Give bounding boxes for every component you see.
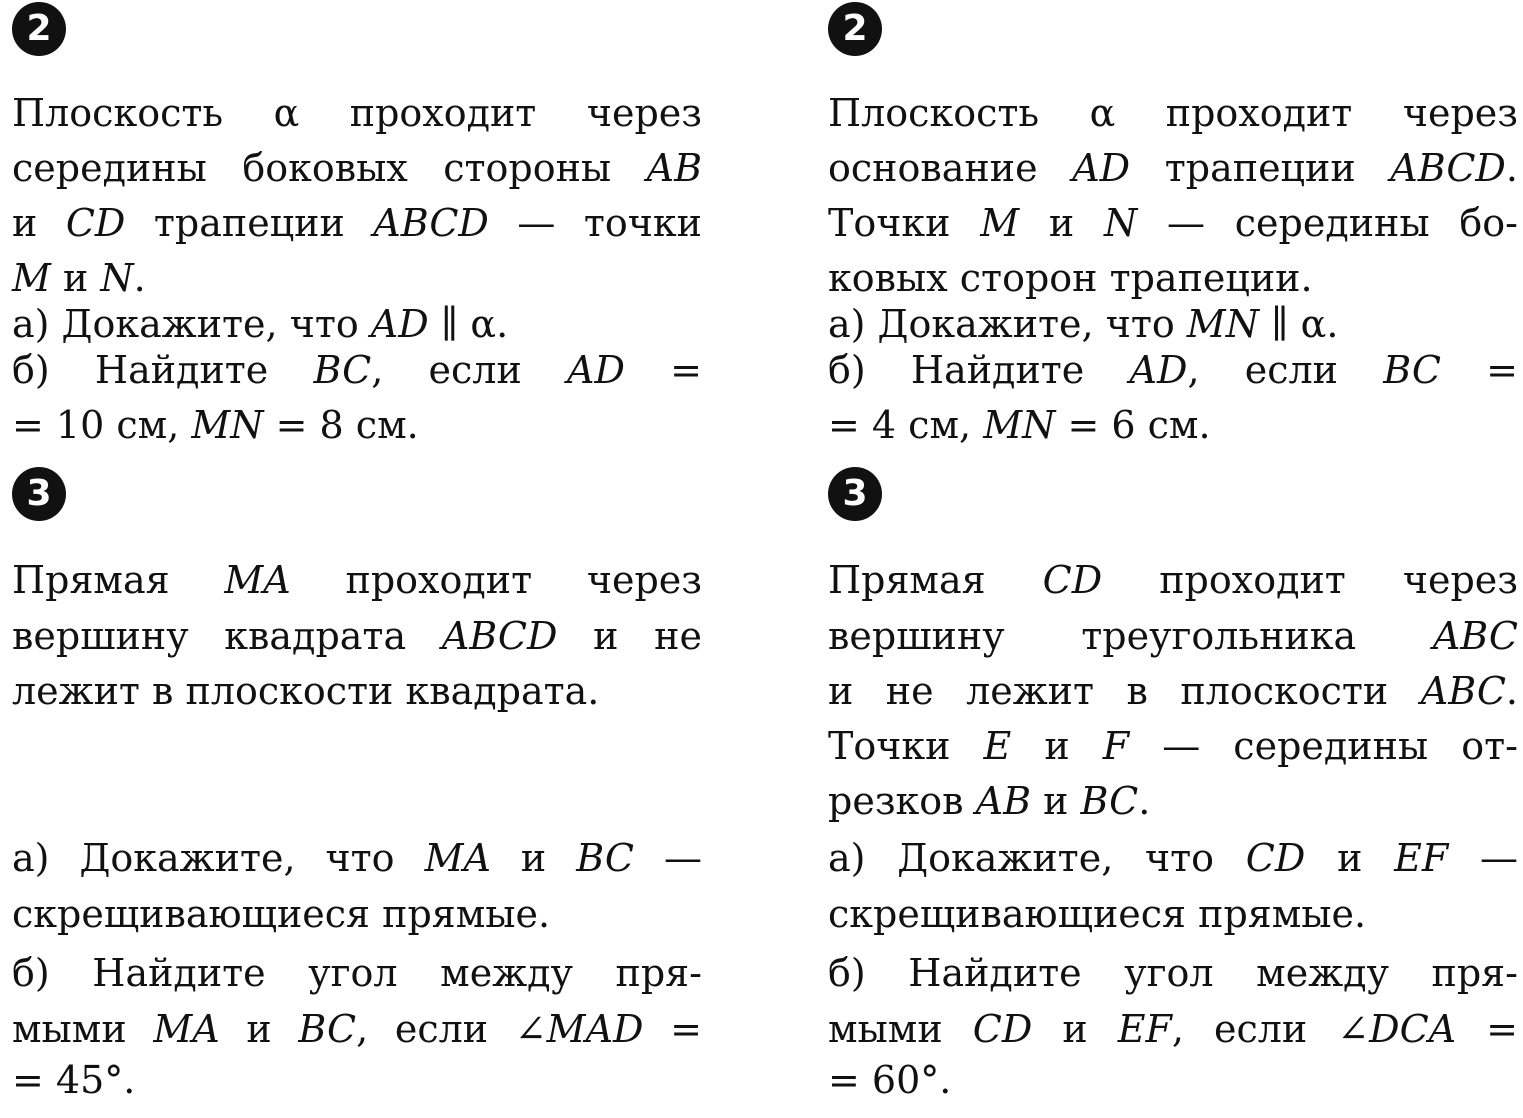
text-line <box>12 886 702 942</box>
text-segment: = <box>1440 348 1519 392</box>
text-segment: б) Найдите угол между пря- <box>828 951 1518 995</box>
text-segment: , если ∠ <box>1171 1007 1370 1051</box>
math-variable: E <box>983 724 1012 768</box>
text-line <box>828 195 1518 251</box>
text-segment: и не лежит в плоскости <box>828 669 1421 713</box>
text-line <box>12 608 702 664</box>
math-variable: ABCD <box>441 614 558 658</box>
text-line <box>828 945 1518 1001</box>
text-segment: а) Докажите, что <box>12 836 425 880</box>
math-variable: ABC <box>1420 669 1506 713</box>
text-line <box>12 85 702 141</box>
text-segment: и <box>1011 724 1103 768</box>
math-variable: M <box>12 256 51 300</box>
text-segment: ковых сторон трапеции. <box>828 256 1313 300</box>
text-segment: вершину треугольника <box>828 614 1433 658</box>
text-segment: и <box>219 1007 299 1051</box>
text-line <box>828 608 1518 664</box>
text-segment: и не <box>557 614 702 658</box>
text-segment: мыми <box>12 1007 154 1051</box>
math-variable: CD <box>972 1007 1033 1051</box>
text-segment: Плоскость α проходит через <box>12 91 702 135</box>
math-variable: F <box>1102 724 1130 768</box>
math-variable: MN <box>983 403 1056 447</box>
text-segment: Прямая <box>12 558 225 602</box>
text-line <box>828 140 1518 196</box>
math-variable: N <box>1103 201 1138 245</box>
math-variable: N <box>100 256 134 300</box>
math-variable: BC <box>1080 779 1139 823</box>
text-segment: Точки <box>828 201 981 245</box>
text-segment: вершину квадрата <box>12 614 442 658</box>
text-segment: и <box>12 201 66 245</box>
text-segment: ∥ α. <box>1258 302 1339 346</box>
text-segment: . <box>1505 669 1518 713</box>
text-line <box>828 342 1518 398</box>
math-variable: M <box>980 201 1020 245</box>
text-segment: , если ∠ <box>356 1007 547 1051</box>
math-variable: CD <box>1042 558 1103 602</box>
problem-3-number-badge: 3 <box>12 467 66 521</box>
text-segment: б) Найдите <box>12 348 314 392</box>
math-variable: BC <box>298 1007 357 1051</box>
math-variable: ABC <box>1432 614 1518 658</box>
text-segment: = 8 см. <box>263 403 419 447</box>
math-variable: AD <box>1129 348 1188 392</box>
text-segment: = 10 см, <box>12 403 192 447</box>
math-variable: MA <box>224 558 291 602</box>
text-segment: лежит в плоскости квадрата. <box>12 669 600 713</box>
text-segment: , если <box>1187 348 1384 392</box>
math-variable: MA <box>424 836 491 880</box>
math-variable: BC <box>1383 348 1441 392</box>
text-segment: а) Докажите, что <box>828 302 1187 346</box>
text-segment: проходит через <box>290 558 702 602</box>
text-line <box>828 663 1518 719</box>
text-segment: — точки <box>488 201 702 245</box>
text-line <box>828 85 1518 141</box>
text-segment: основание <box>828 146 1073 190</box>
text-segment: и <box>490 836 577 880</box>
text-segment: и <box>50 256 101 300</box>
text-line <box>12 552 702 608</box>
math-variable: DCA <box>1369 1007 1457 1051</box>
math-variable: MAD <box>546 1007 644 1051</box>
text-segment: = 4 см, <box>828 403 984 447</box>
text-segment: = 45°. <box>12 1058 136 1102</box>
text-segment: б) Найдите <box>828 348 1130 392</box>
text-segment: резков <box>828 779 976 823</box>
text-segment: Плоскость α проходит через <box>828 91 1518 135</box>
text-segment: , если <box>371 348 568 392</box>
text-line <box>12 342 702 398</box>
text-segment: = <box>1456 1007 1518 1051</box>
text-segment: . <box>1138 779 1151 823</box>
text-line <box>828 552 1518 608</box>
math-variable: EF <box>1117 1007 1172 1051</box>
text-line <box>828 886 1518 942</box>
math-variable: ABCD <box>1390 146 1506 190</box>
text-line <box>828 718 1518 774</box>
text-segment: и <box>1032 1007 1118 1051</box>
text-segment: = <box>643 1007 702 1051</box>
math-variable: MN <box>1186 302 1259 346</box>
text-segment: Прямая <box>828 558 1043 602</box>
text-line <box>12 195 702 251</box>
problem-2-number-badge: 2 <box>12 2 66 56</box>
math-variable: AD <box>567 348 625 392</box>
text-segment: проходит через <box>1102 558 1518 602</box>
math-variable: MN <box>191 403 264 447</box>
text-segment: мыми <box>828 1007 973 1051</box>
text-line <box>828 1052 1518 1108</box>
text-segment: б) Найдите угол между пря- <box>12 951 702 995</box>
math-variable: AD <box>370 302 429 346</box>
text-segment: = 6 см. <box>1055 403 1211 447</box>
text-segment: трапеции <box>125 201 374 245</box>
math-variable: MA <box>153 1007 220 1051</box>
text-line <box>828 1001 1518 1057</box>
math-variable: CD <box>1245 836 1306 880</box>
text-segment: и <box>1305 836 1395 880</box>
text-segment: — середины от- <box>1129 724 1518 768</box>
text-line <box>828 830 1518 886</box>
text-line <box>12 1001 702 1057</box>
text-line <box>12 140 702 196</box>
math-variable: AD <box>1072 146 1131 190</box>
text-segment: — <box>633 836 702 880</box>
text-segment: а) Докажите, что <box>12 302 371 346</box>
text-segment: = <box>624 348 703 392</box>
math-variable: EF <box>1394 836 1449 880</box>
text-segment: — <box>1448 836 1518 880</box>
math-variable: AB <box>975 779 1032 823</box>
text-segment: и <box>1019 201 1104 245</box>
text-segment: — середины бо- <box>1137 201 1518 245</box>
text-segment: . <box>1505 146 1518 190</box>
text-segment: Точки <box>828 724 984 768</box>
math-variable: AB <box>646 146 702 190</box>
text-line <box>828 397 1518 453</box>
math-variable: BC <box>576 836 634 880</box>
math-variable: BC <box>313 348 372 392</box>
text-segment: = 60°. <box>828 1058 952 1102</box>
text-segment: ∥ α. <box>428 302 509 346</box>
text-line <box>12 945 702 1001</box>
text-line <box>12 830 702 886</box>
text-segment: середины боковых стороны <box>12 146 647 190</box>
text-segment: . <box>133 256 146 300</box>
text-segment: скрещивающиеся прямые. <box>828 892 1367 936</box>
math-variable: ABCD <box>373 201 489 245</box>
text-segment: скрещивающиеся прямые. <box>12 892 551 936</box>
text-line <box>828 773 1518 829</box>
text-segment: а) Докажите, что <box>828 836 1246 880</box>
math-variable: CD <box>65 201 126 245</box>
text-line <box>12 663 702 719</box>
text-line <box>12 1052 702 1108</box>
text-line <box>12 397 702 453</box>
text-segment: и <box>1031 779 1081 823</box>
text-segment: трапеции <box>1130 146 1391 190</box>
problem-2-number-badge: 2 <box>828 2 882 56</box>
problem-3-number-badge: 3 <box>828 467 882 521</box>
